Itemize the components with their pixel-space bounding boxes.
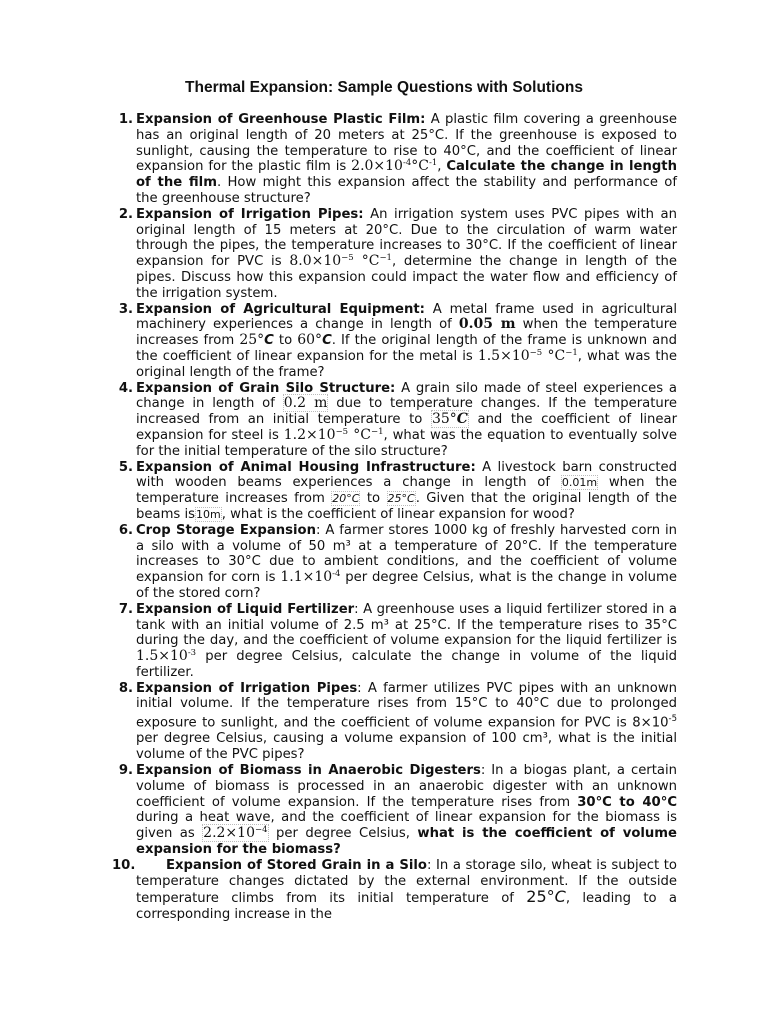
eq-exponent: −5 [341,253,354,264]
coefficient-equation [280,569,340,585]
eq-value: 1.5×10 [136,648,188,665]
question-text: : A farmer utilizes PVC pipes with an unknown initial volume. If the temperature rises from 15°C to 40°C due to prolonged exposure to sunlight, and the coefficient of volume expansion for PVC is 8×10 [136,680,677,731]
temperature-equation: 25°C [387,492,415,506]
eq-unit: °C [542,347,566,364]
question-bold-text: Calculate the change in length of the film [136,159,677,191]
question-text: , what was the original length of the frame? [136,348,677,380]
coefficient-equation [284,427,384,443]
celsius-symbol: C [322,333,332,349]
question-3 [118,301,677,381]
question-text: : A greenhouse uses a liquid fertilizer stored in a tank with an initial volume of 2.5 m³ at 25°C. If the temperature rises to 35°C during the day, and the coefficient of volume expansion for the liquid fertilizer is [136,601,677,649]
eq-value: 1.1×10 [280,569,333,586]
question-text: An irrigation system uses PVC pipes with an original length of 15 meters at 20°C. Due to the circulation of warm water through the pipes, the temperature increases to 30°C. If the coefficient of linear expansion for PVC is [136,206,677,270]
question-number: 3. [118,301,133,317]
question-text: : A farmer stores 1000 kg of freshly harvested corn in a silo with a volume of 50 m³ at a temperature of 20°C. If the temperature increases to 30°C due to ambient conditions, and the coefficient of volume expansion for corn is [136,522,677,586]
question-text: , determine the change in length of the pipes. Discuss how this expansion could impact the water flow and efficiency of the irrigation system. [136,254,678,301]
length-equation: 0.01m [561,476,598,490]
eq-unit-exponent: −1 [565,347,578,358]
question-text: , what was the equation to eventually solve for the initial temperature of the silo structure? [136,427,677,459]
temperature-equation [526,887,566,906]
length-equation: 10m [196,507,221,521]
question-number: 8. [118,680,133,696]
question-10 [112,857,677,923]
page-title: Thermal Expansion: Sample Questions with Solutions [185,79,583,96]
question-text: when the temperature increases from [136,475,677,507]
question-heading: Expansion of Irrigation Pipes: [136,206,364,222]
question-heading: Expansion of Agricultural Equipment: [136,301,425,317]
eq-exponent: -4 [332,569,341,580]
question-7 [118,601,677,681]
question-text: A metal frame used in agricultural machinery experiences a change in length of [136,301,677,333]
question-text: A plastic film covering a greenhouse has an original length of 20 meters at 25°C. If the greenhouse is exposed to sunlight, causing the temperature to rise to 40°C, and the coefficient of linear expansion for the plastic film is [136,112,677,175]
question-number: 10. [112,857,136,873]
eq-exponent: −4 [254,825,268,836]
question-text: : In a biogas plant, a certain volume of biomass is processed in an anaerobic digester with an unknown coefficient of volume expansion. If the temperature rises from [136,763,678,810]
question-heading: Expansion of Grain Silo Structure: [136,380,396,396]
question-text: . If the original length of the frame is unknown and the coefficient of linear expansion for the metal is [136,333,677,364]
eq-value: 2.0×10 [351,158,403,175]
question-heading: Expansion of Liquid Fertilizer [136,601,355,617]
question-heading: Expansion of Stored Grain in a Silo [166,857,427,873]
temperature-equation: 25° [239,332,265,349]
question-heading: Expansion of Greenhouse Plastic Film: [136,112,426,127]
question-text: . How might this expansion affect the stability and performance of the greenhouse structure? [136,175,678,206]
question-text: per degree Celsius, calculate the change in volume of the liquid fertilizer. [136,649,677,680]
temperature-equation: 60° [297,332,323,349]
question-number: 4. [118,380,133,396]
question-text: , leading to a corresponding increase in the [136,891,677,923]
celsius-symbol: C [554,887,566,907]
question-text: A grain silo made of steel experiences a change in length of [136,380,677,412]
question-number: 5. [118,459,133,475]
question-text: per degree Celsius, causing a volume expansion of 100 cm³, what is the initial volume of the PVC pipes? [136,731,677,763]
eq-unit-exponent: −1 [379,253,392,264]
question-text: : In a storage silo, wheat is subject to temperature changes dictated by the external environment. If the outside temperature climbs from its initial temperature of [136,857,677,907]
question-number: 1. [118,112,133,127]
eq-exponent: -4 [402,158,412,169]
length-equation: 0.05 m [458,316,516,333]
question-4 [118,380,677,460]
coefficient-equation [136,648,196,664]
question-list [0,112,677,923]
eq-value: 1.5×10 [477,347,530,364]
coefficient-equation [351,158,437,174]
question-1 [118,112,678,207]
eq-value: 25° [526,887,555,907]
question-9 [118,763,678,858]
eq-value: 2.2×10 [203,825,255,842]
coefficient-equation [289,253,392,269]
question-text: per degree Celsius, [268,826,418,842]
question-6 [118,522,677,602]
eq-unit-exponent: −1 [370,426,384,437]
question-number: 7. [118,601,133,617]
temperature-equation [431,410,469,428]
question-text: , what is the coefficient of linear expansion for wood? [221,506,575,522]
question-heading: Crop Storage Expansion [136,522,316,538]
question-text: and the coefficient of linear expansion for steel is [136,412,677,443]
celsius-symbol: C [264,333,274,349]
coefficient-equation [478,348,578,364]
eq-unit: °C [353,253,380,270]
question-heading: Expansion of Biomass in Anaerobic Digesters [136,763,481,779]
question-number: 9. [118,763,133,779]
eq-value: 35° [431,411,457,428]
question-text: during a heat wave, and the coefficient of linear expansion for the biomass is given as [136,810,677,842]
question-text: per degree Celsius, what is the change in volume of the stored corn? [136,570,677,601]
question-heading: Expansion of Irrigation Pipes [136,680,358,696]
question-bold-text: 30°C to 40°C [577,794,677,810]
eq-value: 1.2×10 [283,426,336,443]
eq-value: 8.0×10 [289,253,342,270]
question-text: when the temperature increases from [136,317,677,349]
exponent: -5 [668,714,677,725]
question-text: , [437,159,447,175]
length-equation: 0.2 m [283,395,328,412]
question-bold-text: what is the coefficient of volume expansion for the biomass? [136,826,677,858]
coefficient-equation [202,824,268,842]
question-text: A livestock barn constructed with wooden beams experiences a change in length of [136,459,677,491]
question-text: to [273,333,298,349]
eq-unit: °C [411,158,429,175]
eq-exponent: −5 [529,347,543,358]
question-text: to [360,491,387,507]
eq-exponent: −5 [335,426,349,437]
question-heading: Expansion of Animal Housing Infrastructure: [136,459,476,475]
question-8 [118,680,677,763]
question-number: 6. [118,522,133,538]
eq-unit: °C [348,426,371,443]
question-text: due to temperature changes. If the temperature increased from an initial temperature to [136,396,677,428]
temperature-equation: 20°C [332,492,360,506]
question-text: . Given that the original length of the beams is [136,491,677,522]
eq-exponent: -3 [187,648,197,659]
question-5 [118,459,677,523]
question-number: 2. [118,206,133,222]
eq-unit-exponent: -1 [428,158,438,169]
celsius-symbol: C [456,411,468,428]
question-2 [118,206,678,302]
